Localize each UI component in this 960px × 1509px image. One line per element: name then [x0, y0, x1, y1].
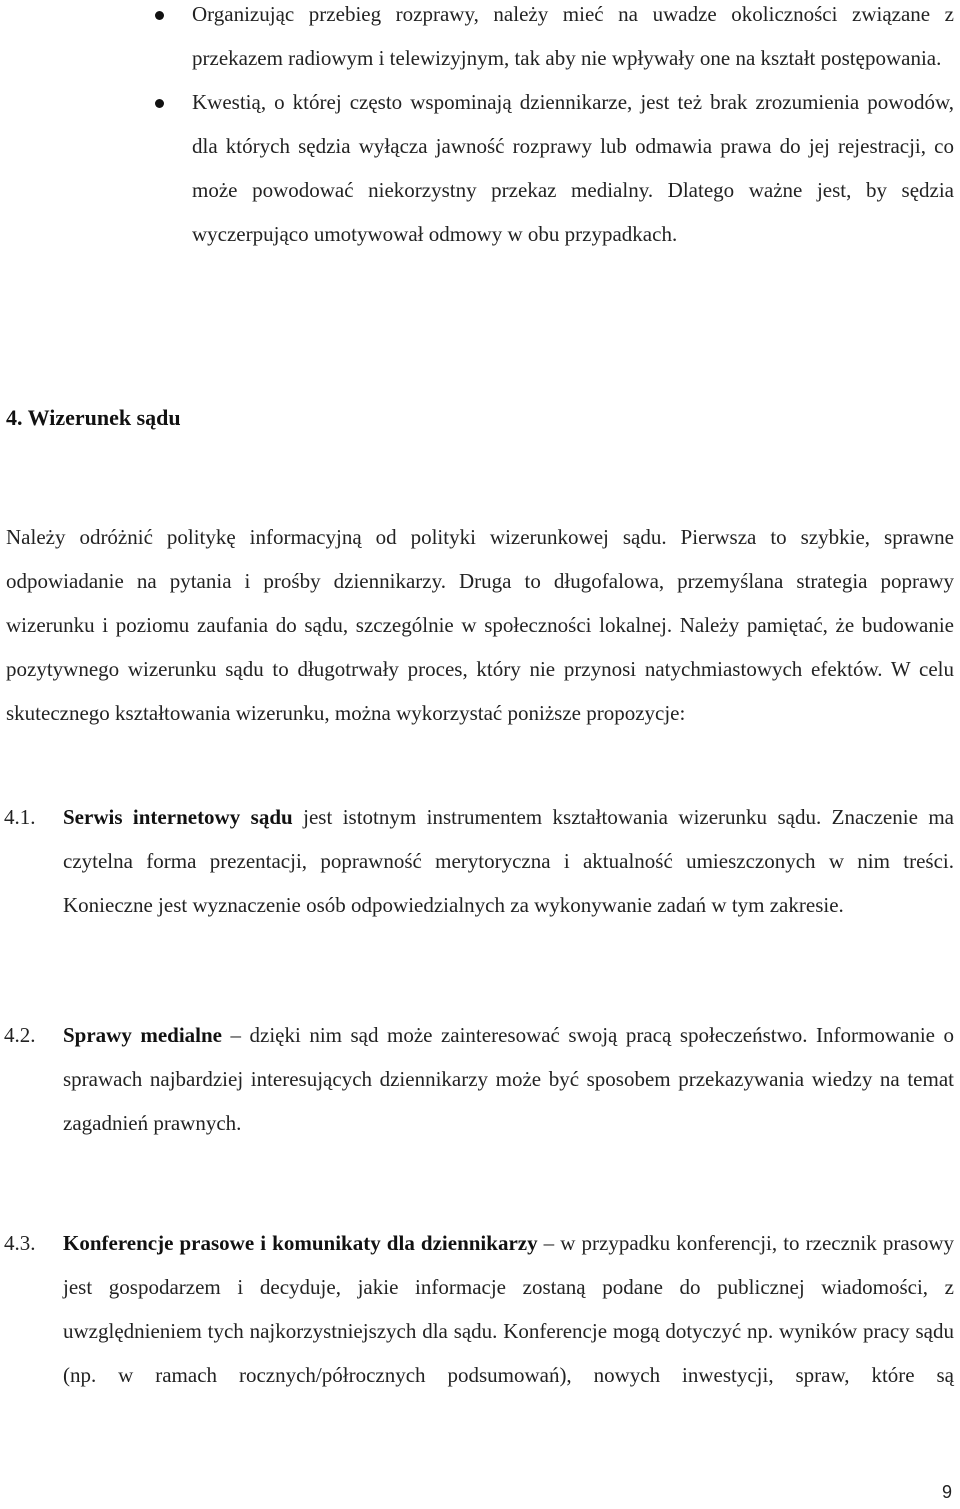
item-text: – dzięki nim sąd może zainteresować swoją pracą społeczeństwo. Informowanie o sprawach najbardziej interesujących dziennikarzy może być sposobem przekazywania wiedzy na temat zagadnień prawnych. [63, 1023, 954, 1135]
bullet-text: Organizując przebieg rozprawy, należy mieć na uwadze okoliczności związane z przekazem radiowym i telewizyjnym, tak aby nie wpływały one na kształt postępowania. [192, 2, 954, 70]
section-heading [6, 405, 181, 431]
item-bold-term: Sprawy medialne [63, 1023, 223, 1047]
item-body [63, 795, 954, 927]
numbered-item-4-3 [0, 1221, 960, 1397]
section-title: Wizerunek sądu [27, 405, 181, 430]
bullet-list [0, 0, 960, 256]
item-bold-term: Konferencje prasowe i komunikaty dla dziennikarzy [63, 1231, 538, 1255]
item-body [63, 1221, 954, 1397]
page-number: 9 [941, 1482, 952, 1502]
section-intro-paragraph: Należy odróżnić politykę informacyjną od polityki wizerunkowej sądu. Pierwsza to szybkie, sprawne odpowiadanie na pytania i prośby dziennikarzy. Druga to długofalowa, przemyślana strategia poprawy wizerunku i poziomu zaufania do sądu, szczególnie w społeczności lokalnej. Należy pamiętać, że budowanie pozytywnego wizerunku sądu to długotrwały proces, który nie przynosi natychmiastowych efektów. W celu skutecznego kształtowania wizerunku, można wykorzystać poniższe propozycje: [6, 525, 954, 725]
bullet-icon [155, 11, 164, 20]
item-number: 4.1. [4, 805, 36, 829]
item-text: jest istotnym instrumentem kształtowania wizerunku sądu. Znaczenie ma czytelna forma prezentacji, poprawność merytoryczna i aktualność umieszczonych w nim treści. Konieczne jest wyznaczenie osób odpowiedzialnych za wykonywanie zadań w tym zakresie. [63, 805, 954, 917]
bullet-item [0, 80, 960, 256]
item-text: – w przypadku konferencji, to rzecznik prasowy jest gospodarzem i decyduje, jakie informacje zostaną podane do publicznej wiadomości, z uwzględnieniem tych najkorzystniejszych dla sądu. Konferencje mogą dotyczyć np. wyników pracy sądu (np. w ramach rocznych/półrocznych podsumowań), nowych inwestycji, spraw, które są [63, 1231, 955, 1387]
bullet-text: Kwestią, o której często wspominają dziennikarze, jest też brak zrozumienia powodów, dla których sędzia wyłącza jawność rozprawy lub odmawia prawa do jej rejestracji, co może powodować niekorzystny przekaz medialny. Dlatego ważne jest, by sędzia wyczerpująco umotywował odmowy w obu przypadkach. [192, 90, 954, 246]
section-number: 4. [6, 405, 23, 430]
numbered-item-4-1 [0, 795, 960, 927]
bullet-item [0, 0, 960, 80]
item-number: 4.2. [4, 1023, 36, 1047]
bullet-icon [155, 99, 164, 108]
item-bold-term: Serwis internetowy sądu [63, 805, 293, 829]
item-number: 4.3. [4, 1231, 36, 1255]
numbered-item-4-2 [0, 1013, 960, 1145]
item-body [63, 1013, 954, 1145]
